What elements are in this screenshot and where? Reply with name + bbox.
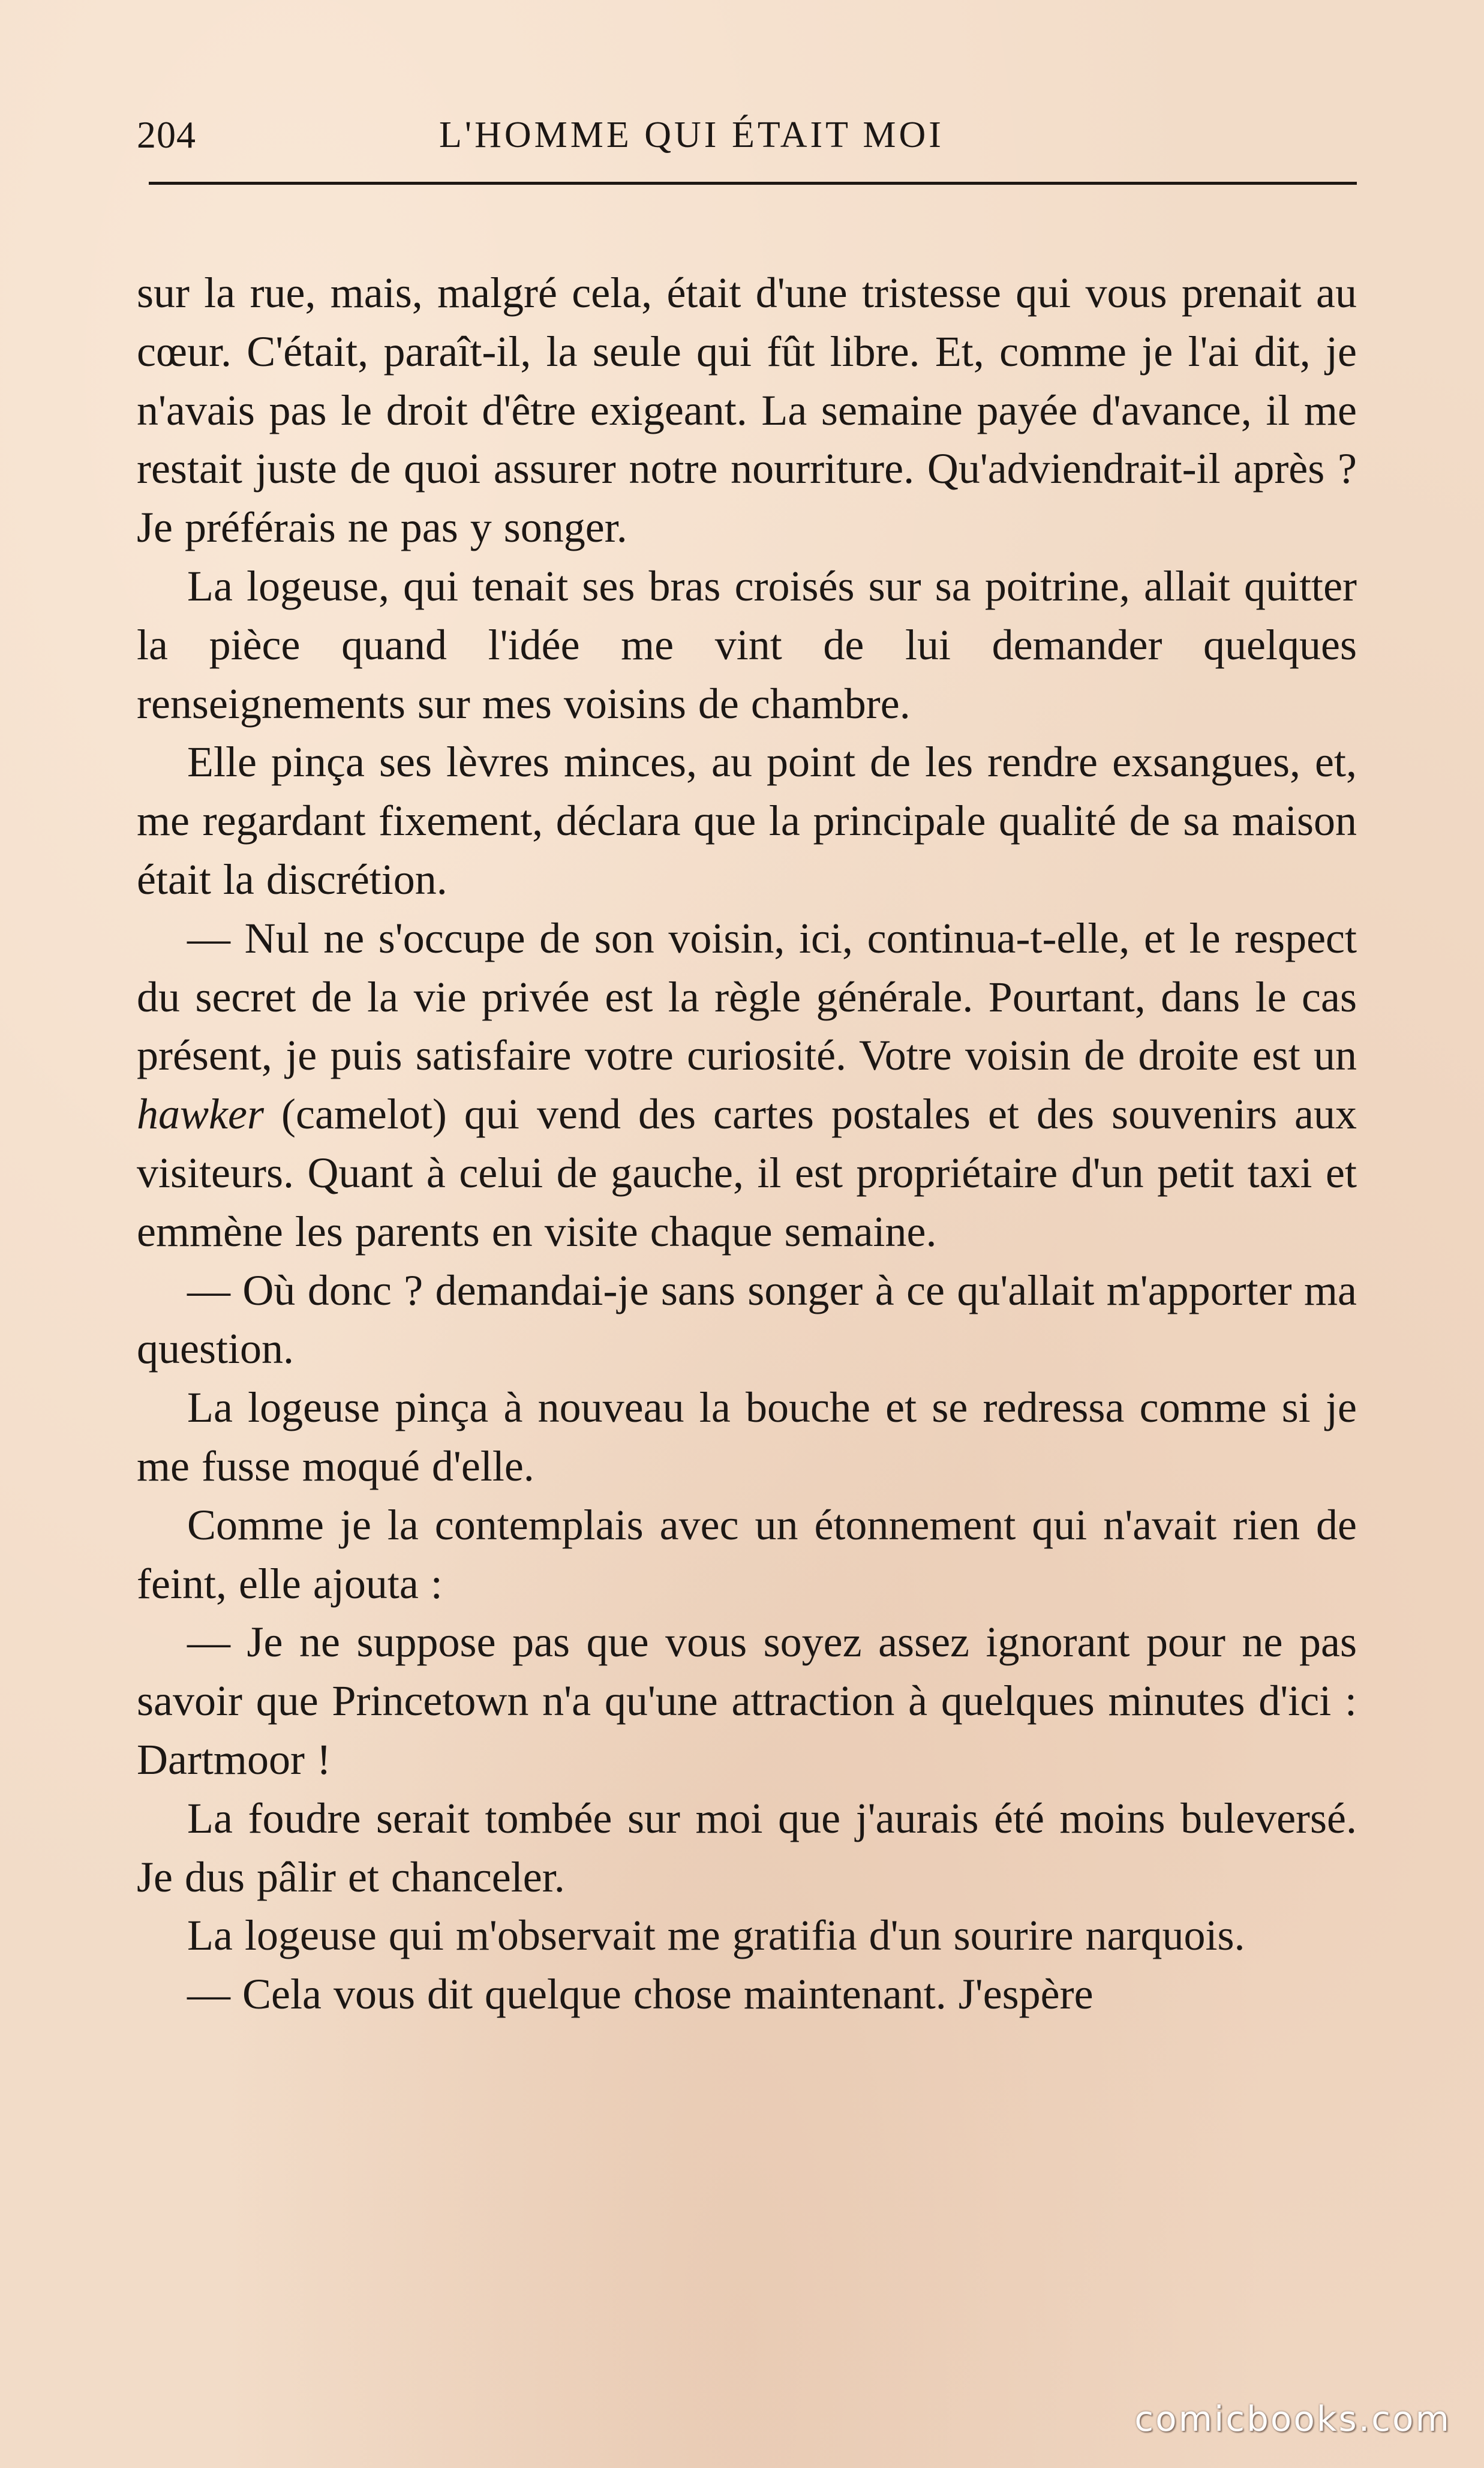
paragraph-3: Elle pinça ses lèvres minces, au point de les rendre exsangues, et, me regardant fixement, déclara que la principale qualité de sa maison était la discrétion. [137,738,1357,903]
paragraph-4 [137,909,1357,1262]
running-title: L'HOMME QUI ÉTAIT MOI [439,115,944,155]
paragraph-7: Comme je la contemplais avec un étonnement qui n'avait rien de feint, elle ajouta : [137,1500,1357,1608]
paragraph-1: sur la rue, mais, malgré cela, était d'une tristesse qui vous prenait au cœur. C'était, paraît-il, la seule qui fût libre. Et, comme je l'ai dit, je n'avais pas le droit d'être exigeant. La semaine payée d'avance, il me restait juste de quoi assurer notre nourriture. Qu'adviendrait-il après ? Je préférais ne pas y songer. [137,269,1357,552]
page-number: 204 [137,113,196,156]
watermark: comicbooks.com [1134,2398,1451,2439]
paragraph-9: La foudre serait tombée sur moi que j'aurais été moins buleversé. Je dus pâlir et chanceler. [137,1794,1357,1901]
paragraph-2: La logeuse, qui tenait ses bras croisés sur sa poitrine, allait quitter la pièce quand l'idée me vint de lui demander quelques renseignements sur mes voisins de chambre. [137,562,1357,728]
paragraph-10: La logeuse qui m'observait me gratifia d'un sourire narquois. [187,1911,1245,1960]
paragraph-11: — Cela vous dit quelque chose maintenant. J'espère [187,1970,1094,2019]
body-text [137,264,1357,2024]
paragraph-4-part-1: — Nul ne s'occupe de son voisin, ici, continua-t-elle, et le respect du secret de la vie privée est la règle générale. Pourtant, dans le cas présent, je puis satisfaire votre curiosité. Votre voisin de droite est un [137,914,1357,1080]
paragraph-4-part-2: (camelot) qui vend des cartes postales et des souvenirs aux visiteurs. Quant à celui de gauche, il est propriétaire d'un petit taxi et emmène les parents en visite chaque semaine. [137,1090,1357,1256]
paragraph-6: La logeuse pinça à nouveau la bouche et se redressa comme si je me fusse moqué d'elle. [137,1383,1357,1490]
page-header [137,102,1354,168]
paragraph-8: — Je ne suppose pas que vous soyez assez ignorant pour ne pas savoir que Princetown n'a qu'une attraction à quelques minutes d'ici : Dartmoor ! [137,1618,1357,1784]
italic-word-hawker: hawker [137,1090,264,1139]
paragraph-5: — Où donc ? demandai-je sans songer à ce qu'allait m'apporter ma question. [137,1266,1357,1373]
header-rule [149,182,1357,185]
